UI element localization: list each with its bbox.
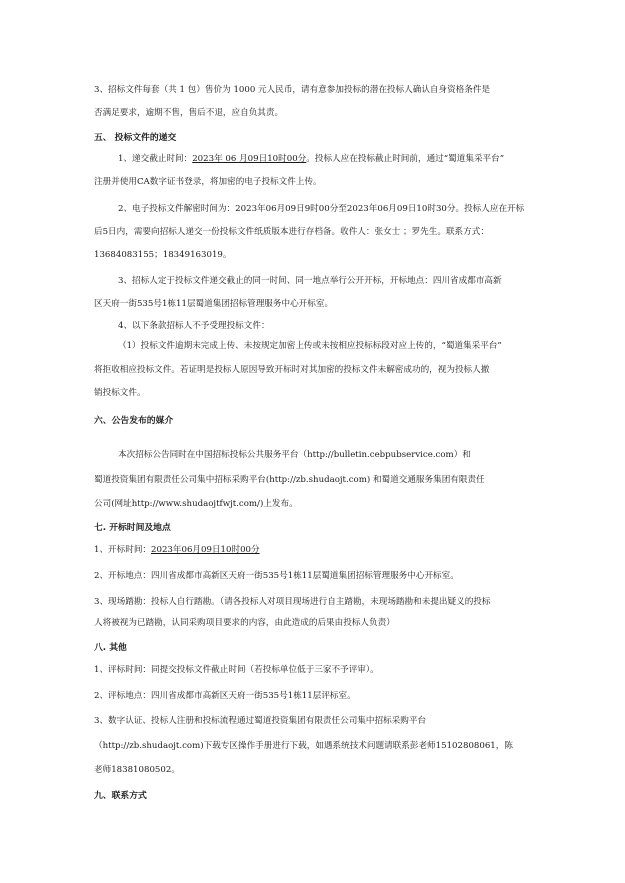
opening-time-value: 2023年06月09日10时00分	[151, 545, 260, 555]
evaluation-time-line: 1、评标时间：同提交投标文件截止时间（若投标单位低于三家不予评审）。	[94, 665, 379, 675]
section-8-heading: 八. 其他	[94, 643, 127, 653]
submission-deadline-rest: 。投标人应在投标截止时间前，通过“蜀道集采平台”	[306, 154, 505, 164]
rejection-item-1-line-1: （1）投标文件逾期未完成上传、未按规定加密上传或未按相应投标标段对应上传的，“蜀道集采平台”	[118, 341, 502, 351]
opening-time-label: 1、开标时间：	[94, 545, 152, 555]
media-line-3: 公司(网址http://www.shudaojtfwjt.com/)上发布。	[94, 499, 298, 509]
registration-line-2: （http://zb.shudaojt.com)下载专区操作手册进行下载，如遇系统技术问题请联系彭老师15102808061，陈	[94, 741, 513, 751]
decryption-time-line-1: 2、电子投标文件解密时间为：2023年06月09日9时00分至2023年06月09日10时30分。投标人应在开标	[118, 204, 525, 214]
registration-line-1: 3、数字认证、投标人注册和投标流程通过蜀道投资集团有限责任公司集中招标采购平台	[94, 716, 427, 726]
submission-deadline-label: 1、递交截止时间：	[118, 154, 193, 164]
section-5-heading: 五、 投标文件的递交	[94, 133, 177, 143]
media-line-1: 本次招标公告同时在中国招标投标公共服务平台（http://bulletin.cebpubservice.com）和	[118, 450, 471, 460]
decryption-time-line-2: 后5日内，需要向招标人递交一份投标文件纸质版本进行存档备。收件人：张女士 ；罗先生。联系方式：	[94, 227, 489, 237]
decryption-time-line-3: 13684083155；18349163019。	[94, 250, 232, 260]
rejection-clause-heading: 4、以下条款招标人不予受理投标文件：	[118, 321, 270, 331]
site-visit-line-2: 人将被视为已踏勘，认同采购项目要求的内容，由此造成的后果由投标人负责）	[94, 618, 395, 628]
bid-opening-line-2: 区天府一街535号1栋11层蜀道集团招标管理服务中心开标室。	[94, 299, 334, 309]
section-9-heading: 九、联系方式	[94, 791, 147, 801]
submission-deadline-value: 2023年 06 月09日10时00分	[192, 154, 307, 164]
submission-deadline-line-2: 注册并使用CA数字证书登录，将加密的电子投标文件上传。	[94, 177, 322, 187]
fee-paragraph-line-2: 否满足要求，逾期不售，售后不退，应自负其责。	[94, 108, 284, 118]
media-line-2: 蜀道投资集团有限责任公司集中招标采购平台(http://zb.shudaojt.com) 和蜀道交通服务集团有限责任	[94, 475, 485, 485]
opening-location-line: 2、开标地点：四川省成都市高新区天府一街535号1栋11层蜀道集团招标管理服务中心开标室。	[94, 571, 459, 581]
rejection-item-1-line-2: 将拒收相应投标文件。若证明是投标人原因导致开标时对其加密的投标文件未解密成功的，视为投标人撤	[94, 365, 490, 375]
rejection-item-1-line-3: 销投标文件。	[94, 388, 146, 398]
site-visit-line-1: 3、现场踏勘：投标人自行踏勘。（请各投标人对项目现场进行自主踏勘，未现场踏勘和未提出疑义的投标	[94, 597, 491, 607]
opening-time-line	[94, 544, 260, 556]
submission-deadline-line-1	[118, 153, 504, 165]
fee-paragraph-line-1: 3、招标文件每套（共 1 包）售价为 1000 元人民币，请有意参加投标的潜在投标人确认自身资格条件是	[94, 85, 491, 95]
section-6-heading: 六、公告发布的媒介	[94, 416, 174, 426]
registration-line-3: 老师18381080502。	[94, 765, 180, 775]
bid-opening-line-1: 3、招标人定于投标文件递交截止的同一时间、同一地点举行公开开标，开标地点：四川省成都市高新	[118, 276, 502, 286]
evaluation-location-line: 2、评标地点：四川省成都市高新区天府一街535号1栋11层评标室。	[94, 691, 356, 701]
section-7-heading: 七. 开标时间及地点	[94, 523, 171, 533]
